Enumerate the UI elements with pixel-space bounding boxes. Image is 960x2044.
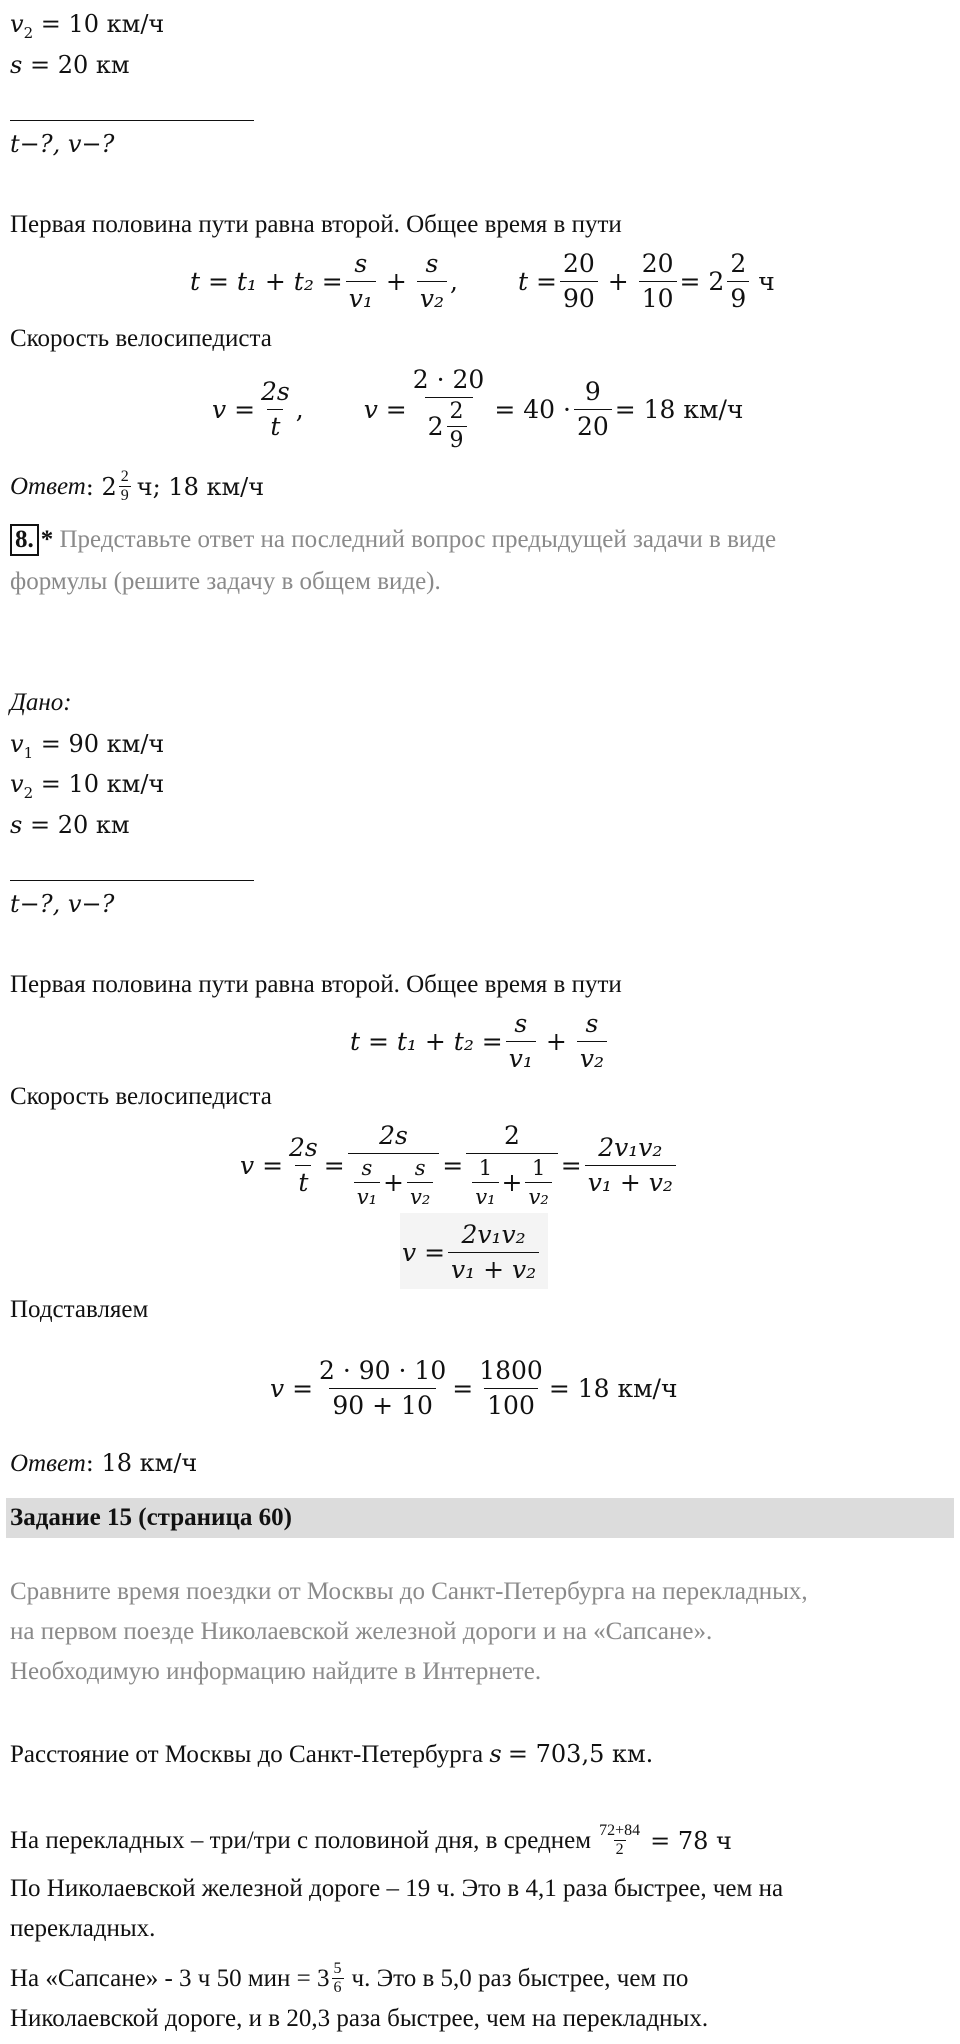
solution2-substitute-formula: v = $\frac{2 \cdot 90 \cdot 10}{90 + 10}$ = $\frac{1800}{100}$ = 18 км/ч [270, 1355, 678, 1420]
fraction: $\frac{\text{2v₁v₂}}{\text{v₁ + v₂}}$ [448, 1220, 539, 1285]
fraction: 2 $\frac{1}{\text{v₁}}$ + $\frac{1}{\text{v₂}}$ [466, 1121, 558, 1209]
fraction: $\frac{s}{\text{v₁}}$ [346, 249, 376, 314]
fraction: $\frac{2s}{t}$ [261, 376, 290, 441]
solution2-speed-formula: v = $\frac{2s}{t}$ = 2s $\frac{s}{\text{v₁}}$ + $\frac{s}{\text{v₂}}$ = 2 $\frac{1}{\text{v₁}}$ + $\frac{1}{\text{v₂}}$ = $\frac{\text{2v₁v₂}}{\text{v₁ + v₂}}$ [240, 1110, 679, 1220]
task8-line1: 8. * Представьте ответ на последний вопрос предыдущей задачи в виде [10, 523, 776, 557]
solution1-intro: Первая половина пути равна второй. Общее время в пути [10, 211, 622, 238]
given-separator [10, 120, 254, 121]
given2-find: t−?, v−? [10, 890, 115, 918]
solution1-answer: Ответ : 2 $\frac{2}{9}$ ч; 18 км/ч [10, 468, 265, 504]
task8-line2: формулы (решите задачу в общем виде). [10, 568, 441, 595]
fraction: $\frac{\text{2v₁v₂}}{\text{v₁ + v₂}}$ [585, 1133, 676, 1198]
given2-v1: $v_1 = 90$ км/ч [10, 730, 165, 762]
given2-label: Дано: [10, 689, 72, 716]
solution1-time-formula: t = t₁ + t₂ = $\frac{s}{\text{v₁}}$ + $\frac{s}{\text{v₂}}$ , t = $\frac{20}{90}$ + $\frac{20}{10}$ = 2 $\frac{2}{9}$ ч [190, 248, 775, 313]
fraction: $\frac{72+84}{2}$ [599, 1822, 641, 1858]
fraction: $\frac{20}{90}$ [560, 249, 598, 314]
solution2-speed-label: Скорость велосипедиста [10, 1083, 272, 1110]
given2-separator [10, 880, 254, 881]
task15-question-line3: Необходимую информацию найдите в Интернете. [10, 1658, 542, 1685]
fraction: $\frac{2 \cdot 90 \cdot 10}{90 + 10}$ [319, 1355, 447, 1420]
task-number-badge: 8. [10, 524, 39, 556]
fraction: $\frac{9}{20}$ [574, 377, 612, 442]
solution1-speed-label: Скорость велосипедиста [10, 325, 272, 352]
task15-sapsan-line1: На «Сапсане» - 3 ч 50 мин = 3 $\frac{5}{6}$ ч. Это в 5,0 раз быстрее, чем по [10, 1960, 689, 1996]
given-find: t−?, v−? [10, 130, 115, 158]
fraction: $\frac{2}{9}$ [120, 468, 129, 504]
fraction: $\frac{2}{9}$ [727, 249, 749, 314]
given-v2: $v_2 = 10$ км/ч [10, 10, 165, 42]
task15-railway-line1: По Николаевской железной дороге – 19 ч. Это в 4,1 раза быстрее, чем на [10, 1875, 784, 1902]
solution2-answer: Ответ: 18 км/ч [10, 1449, 198, 1477]
task15-header: Задание 15 (страница 60) [10, 1504, 292, 1531]
task15-sapsan-line2: Николаевской дороге, и в 20,3 раза быстрее, чем на перекладных. [10, 2005, 709, 2032]
task15-question-line2: на первом поезде Николаевской железной дороги и на «Сапсане». [10, 1618, 713, 1645]
solution1-speed-formula: v = $\frac{2s}{t}$ , v = 2 · 20 2 $\frac{2}{9}$ = 40 · $\frac{9}{20}$ = 18 км/ч [212, 365, 744, 453]
fraction: 2 · 20 2 $\frac{2}{9}$ [412, 365, 485, 453]
given-s: s = 20 км [10, 51, 130, 79]
solution2-time-formula: t = t₁ + t₂ = $\frac{s}{\text{v₁}}$ + $\frac{s}{\text{v₂}}$ [350, 998, 610, 1084]
solution2-substitute-label: Подставляем [10, 1296, 149, 1323]
task15-relay: На перекладных – три/три с половиной дня, в среднем $\frac{72+84}{2}$ = 78 ч [10, 1822, 732, 1858]
given2-s: s = 20 км [10, 811, 130, 839]
fraction: $\frac{1800}{100}$ [479, 1355, 543, 1420]
task15-distance: Расстояние от Москвы до Санкт-Петербурга s = 703,5 км. [10, 1740, 654, 1768]
given2-v2: $v_2 = 10$ км/ч [10, 770, 165, 802]
fraction: $\frac{s}{\text{v₁}}$ [506, 1009, 536, 1074]
fraction: $\frac{20}{10}$ [639, 249, 677, 314]
task15-railway-line2: перекладных. [10, 1915, 156, 1942]
fraction: $\frac{s}{\text{v₂}}$ [417, 249, 447, 314]
fraction: $\frac{s}{\text{v₂}}$ [577, 1009, 607, 1074]
solution2-intro: Первая половина пути равна второй. Общее время в пути [10, 971, 622, 998]
task15-question-line1: Сравните время поездки от Москвы до Санкт-Петербурга на перекладных, [10, 1578, 808, 1605]
solution2-boxed-formula: v = $\frac{\text{2v₁v₂}}{\text{v₁ + v₂}}$ [402, 1213, 542, 1291]
fraction: $\frac{5}{6}$ [333, 1960, 342, 1996]
fraction: 2s $\frac{s}{\text{v₁}}$ + $\frac{s}{\text{v₂}}$ [348, 1121, 440, 1209]
fraction: $\frac{2s}{t}$ [289, 1132, 318, 1197]
